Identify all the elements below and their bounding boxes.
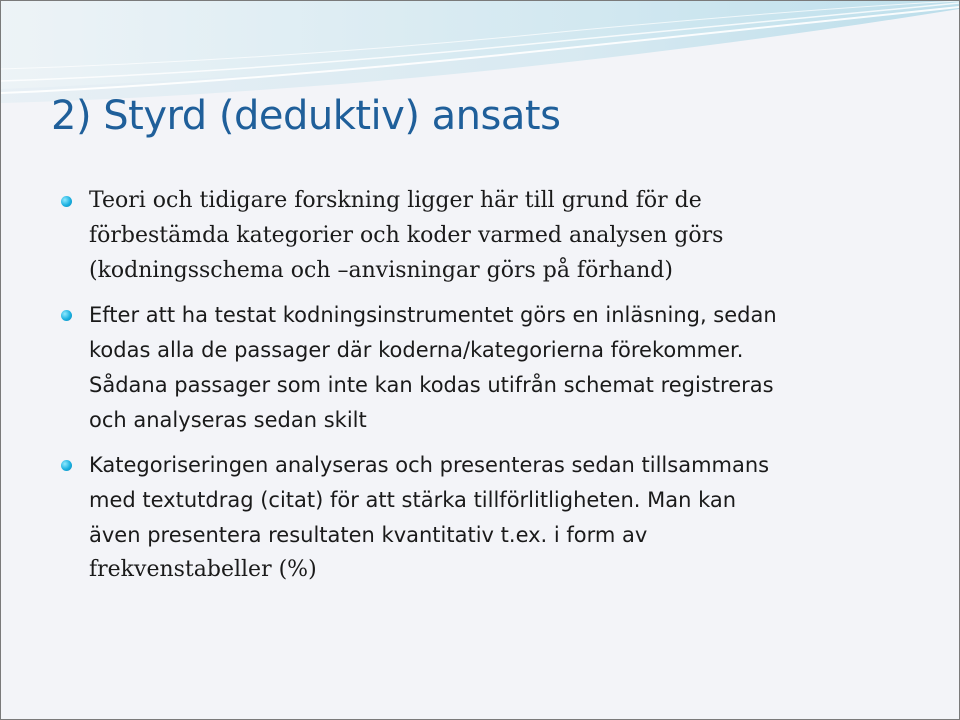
- slide-title: 2) Styrd (deduktiv) ansats: [51, 93, 561, 139]
- bullet-line: frekvenstabeller (%): [89, 557, 317, 582]
- bullet-line: Efter att ha testat kodningsinstrumentet görs en inläsning, sedan: [89, 303, 777, 327]
- bullet-dot-icon: [61, 460, 72, 471]
- bullet-line: förbestämda kategorier och koder varmed analysen görs: [89, 223, 724, 248]
- bullet-line: Sådana passager som inte kan kodas utifrån schemat registreras: [89, 373, 774, 397]
- bullet-line: även presentera resultaten kvantitativ t.ex. i form av: [89, 523, 648, 547]
- bullet-line: Teori och tidigare forskning ligger här till grund för de: [89, 188, 702, 213]
- bullet-line: kodas alla de passager där koderna/kategorierna förekommer.: [89, 338, 744, 362]
- bullet-line: (kodningsschema och –anvisningar görs på förhand): [89, 258, 673, 283]
- bullet-line: och analyseras sedan skilt: [89, 408, 367, 432]
- bullet-dot-icon: [61, 196, 72, 207]
- bullet-line: Kategoriseringen analyseras och presenteras sedan tillsammans: [89, 453, 770, 477]
- bullet-dot-icon: [61, 310, 72, 321]
- bullet-line: med textutdrag (citat) för att stärka tillförlitligheten. Man kan: [89, 488, 737, 512]
